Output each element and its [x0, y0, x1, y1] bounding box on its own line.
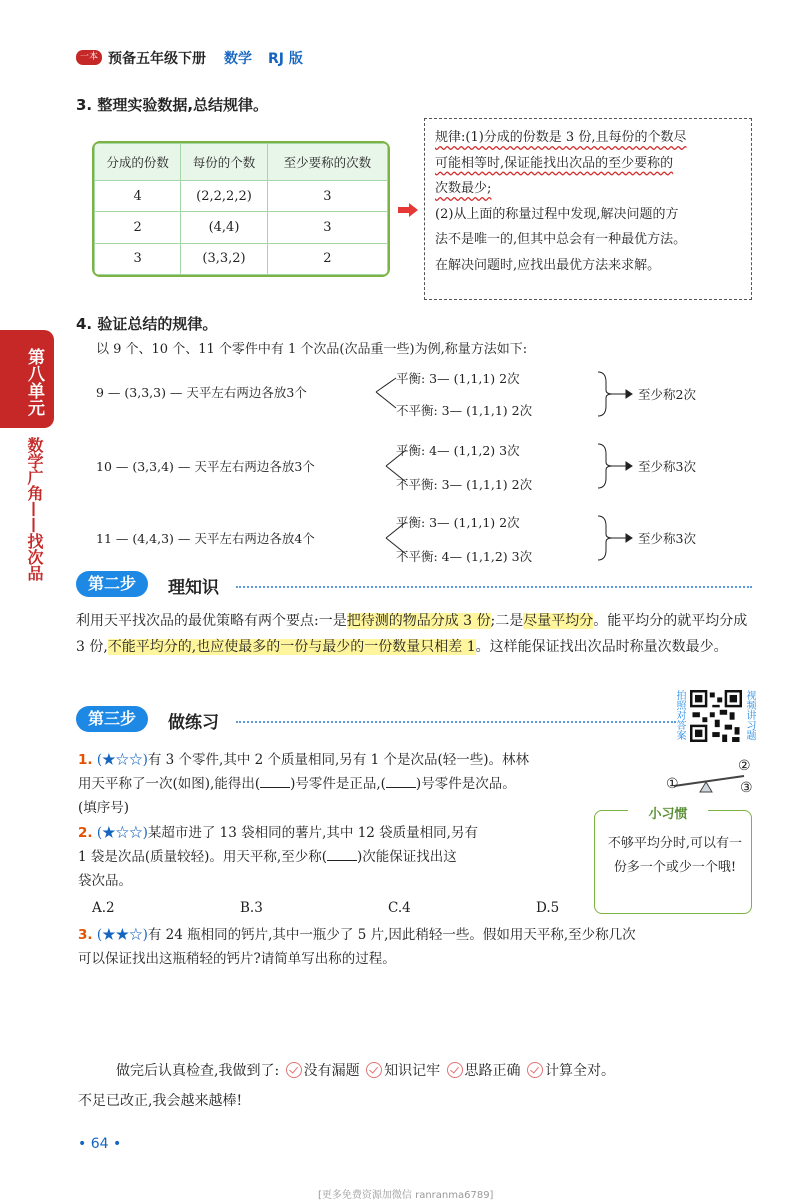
header-subject: 数学: [224, 51, 252, 67]
header-edition: RJ 版: [268, 51, 303, 67]
habit-tag: 小习惯: [628, 803, 708, 821]
question-2: 2. (★☆☆)某超市进了 13 袋相同的薯片,其中 12 袋质量相同,另有 1 袋是次品(质量较轻)。用天平称,至少称( )次能保证找出这 袋次品。: [78, 825, 478, 889]
check-circle-icon[interactable]: [447, 1062, 463, 1078]
table-cell: 3: [95, 243, 181, 274]
question-3: 3. (★★☆)有 24 瓶相同的钙片,其中一瓶少了 5 片,因此稍轻一些。假如用天平称,至少称几次 可以保证找出这瓶稍轻的钙片?请简单写出称的过程。: [78, 927, 636, 967]
strategy-text: 利用天平找次品的最优策略有两个要点:一是把待测的物品分成 3 份;二是尽量平均分。能平均分的就平均分成 3 份,不能平均分的,也应使最多的一份与最少的一份数量只相差 1。这样能保证找出次品时称量次数最少。: [76, 613, 748, 655]
checklist-item: 计算全对。: [544, 1063, 615, 1079]
case-left: 9 — (3,3,3) — 天平左右两边各放3个: [96, 385, 307, 400]
check-circle-icon[interactable]: [527, 1062, 543, 1078]
rule-line: 在解决问题时,应找出最优方法来求解。: [435, 257, 661, 273]
case-unbalance: 不平衡: 4— (1,1,2) 3次: [396, 549, 533, 564]
case-unbalance: 不平衡: 3— (1,1,1) 2次: [396, 477, 533, 492]
answer-blank[interactable]: [386, 774, 416, 788]
checklist: [116, 1060, 615, 1080]
step2-pill: 第二步: [76, 571, 148, 597]
case-left: 11 — (4,4,3) — 天平左右两边各放4个: [96, 531, 315, 546]
check-circle-icon[interactable]: [366, 1062, 382, 1078]
header-badge: 一本: [76, 50, 102, 65]
checklist-item: 思路正确: [464, 1063, 521, 1079]
rule-line: 次数最少;: [435, 181, 492, 196]
qr-code-icon[interactable]: [690, 690, 742, 742]
case-balance: 平衡: 3— (1,1,1) 2次: [396, 515, 520, 530]
table-row: [95, 181, 388, 212]
case-unbalance: 不平衡: 3— (1,1,1) 2次: [396, 403, 533, 418]
scale-label-2: ②: [738, 758, 751, 774]
side-tab-topic: 数学广角——找次品: [25, 437, 44, 581]
right-arrow-icon: [398, 203, 418, 217]
qr-label-left: 拍照对答案: [674, 690, 685, 740]
scale-label-3: ③: [740, 780, 753, 796]
table-cell: (2,2,2,2): [181, 181, 267, 212]
answer-blank[interactable]: [327, 847, 357, 861]
step3-divider: [236, 721, 676, 723]
check-circle-icon[interactable]: [286, 1062, 302, 1078]
table-header-cell: 至少要称的次数: [267, 144, 387, 181]
checklist-item: 知识记牢: [384, 1063, 441, 1079]
question-1: 1. (★☆☆)有 3 个零件,其中 2 个质量相同,另有 1 个是次品(轻一些)。林林 用天平称了一次(如图),能得出( )号零件是正品,( )号零件是次品。 (填序号): [78, 752, 530, 816]
case-balance: 平衡: 4— (1,1,2) 3次: [396, 443, 520, 458]
rule-line: 规律:(1)分成的份数是 3 份,且每份的个数尽: [435, 130, 687, 145]
table-cell: 4: [95, 181, 181, 212]
habit-text: 不够平均分时,可以有一份多一个或少一个哦!: [607, 836, 743, 875]
case-balance: 平衡: 3— (1,1,1) 2次: [396, 371, 520, 386]
table-row: [95, 212, 388, 243]
rule-line: (2)从上面的称量过程中发现,解决问题的方: [435, 206, 679, 222]
page-number: • 64 •: [78, 1136, 122, 1152]
footer-watermark: [更多免费资源加微信 ranranma6789]: [318, 1190, 494, 1201]
table-header-cell: 分成的份数: [95, 144, 181, 181]
table-cell: 3: [267, 181, 387, 212]
step2-name: 理知识: [168, 578, 219, 598]
answer-blank[interactable]: [260, 774, 290, 788]
rule-line: 可能相等时,保证能找出次品的至少要称的: [435, 155, 674, 171]
step3-name: 做练习: [168, 713, 219, 733]
rule-box: [424, 118, 752, 300]
checklist-line-2: 不足已改正,我会越来越棒!: [78, 1093, 243, 1109]
section-4-title: 4. 验证总结的规律。: [76, 315, 218, 333]
table-cell: 3: [267, 212, 387, 243]
case-result: 至少称3次: [638, 459, 696, 474]
checklist-item: 没有漏题: [303, 1063, 360, 1079]
header-level: 预备五年级下册: [108, 51, 206, 67]
case-result: 至少称2次: [638, 387, 696, 402]
table-cell: 2: [95, 212, 181, 243]
table-header-cell: 每份的个数: [181, 144, 267, 181]
table-row: [95, 243, 388, 274]
option-b[interactable]: B.3: [240, 900, 263, 916]
data-table: [92, 141, 390, 277]
qr-label-right: 视频讲习题: [744, 690, 755, 740]
side-tab-unit: 第八单元: [0, 330, 54, 428]
option-a[interactable]: A.2: [92, 900, 115, 916]
scale-label-1: ①: [666, 776, 679, 792]
table-header-row: [95, 144, 388, 181]
case-result: 至少称3次: [638, 531, 696, 546]
option-d[interactable]: D.5: [536, 900, 560, 916]
step3-pill: 第三步: [76, 706, 148, 732]
step2-divider: [236, 586, 752, 588]
section-4-intro: 以 9 个、10 个、11 个零件中有 1 个次品(次品重一些)为例,称量方法如下:: [96, 342, 528, 357]
table-cell: (3,3,2): [181, 243, 267, 274]
case-left: 10 — (3,3,4) — 天平左右两边各放3个: [96, 459, 315, 474]
option-c[interactable]: C.4: [388, 900, 411, 916]
checklist-lead: 做完后认真检查,我做到了:: [116, 1063, 280, 1079]
section-3-title: 3. 整理实验数据,总结规律。: [76, 96, 269, 114]
table-cell: 2: [267, 243, 387, 274]
rule-line: 法不是唯一的,但其中总会有一种最优方法。: [435, 232, 687, 247]
table-cell: (4,4): [181, 212, 267, 243]
